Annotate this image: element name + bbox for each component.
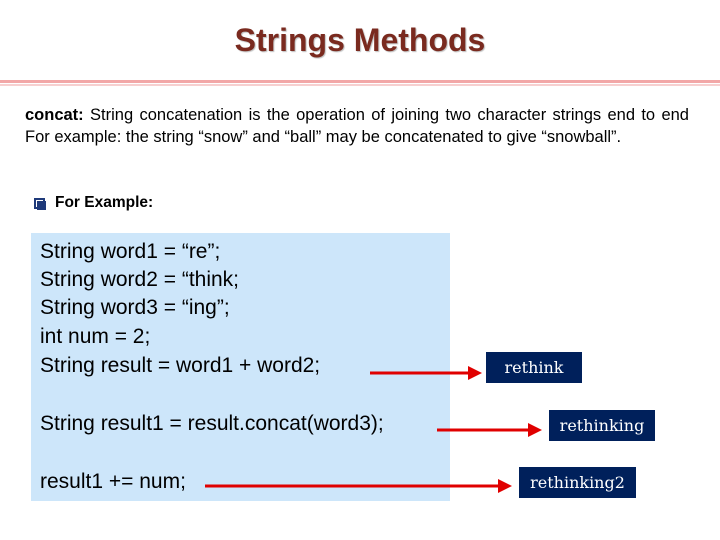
arrow-right-icon [205,479,512,493]
result-rethinking2: rethinking2 [519,467,636,498]
definition-term: concat: [25,106,84,124]
code-line-word1: String word1 = “re”; [40,240,221,263]
arrow-right-icon [437,423,542,437]
code-line-result: String result = word1 + word2; [40,354,321,377]
arrow-right-icon [370,366,482,380]
slide-title: Strings Methods [234,22,486,58]
definition-text: String concatenation is the operation of joining two character strings end to end For example: the string “snow” and “ball” may be concatenated to give “snowball”. [25,106,689,146]
result-rethinking: rethinking [549,410,655,441]
code-line-word2: String word2 = “think; [40,268,240,291]
code-line-num: int num = 2; [40,325,151,348]
code-line-append: result1 += num; [40,470,186,493]
example-label: For Example: [55,194,154,211]
code-line-word3: String word3 = “ing”; [40,296,230,319]
result-rethink: rethink [486,352,582,383]
code-line-result1: String result1 = result.concat(word3); [40,412,384,435]
